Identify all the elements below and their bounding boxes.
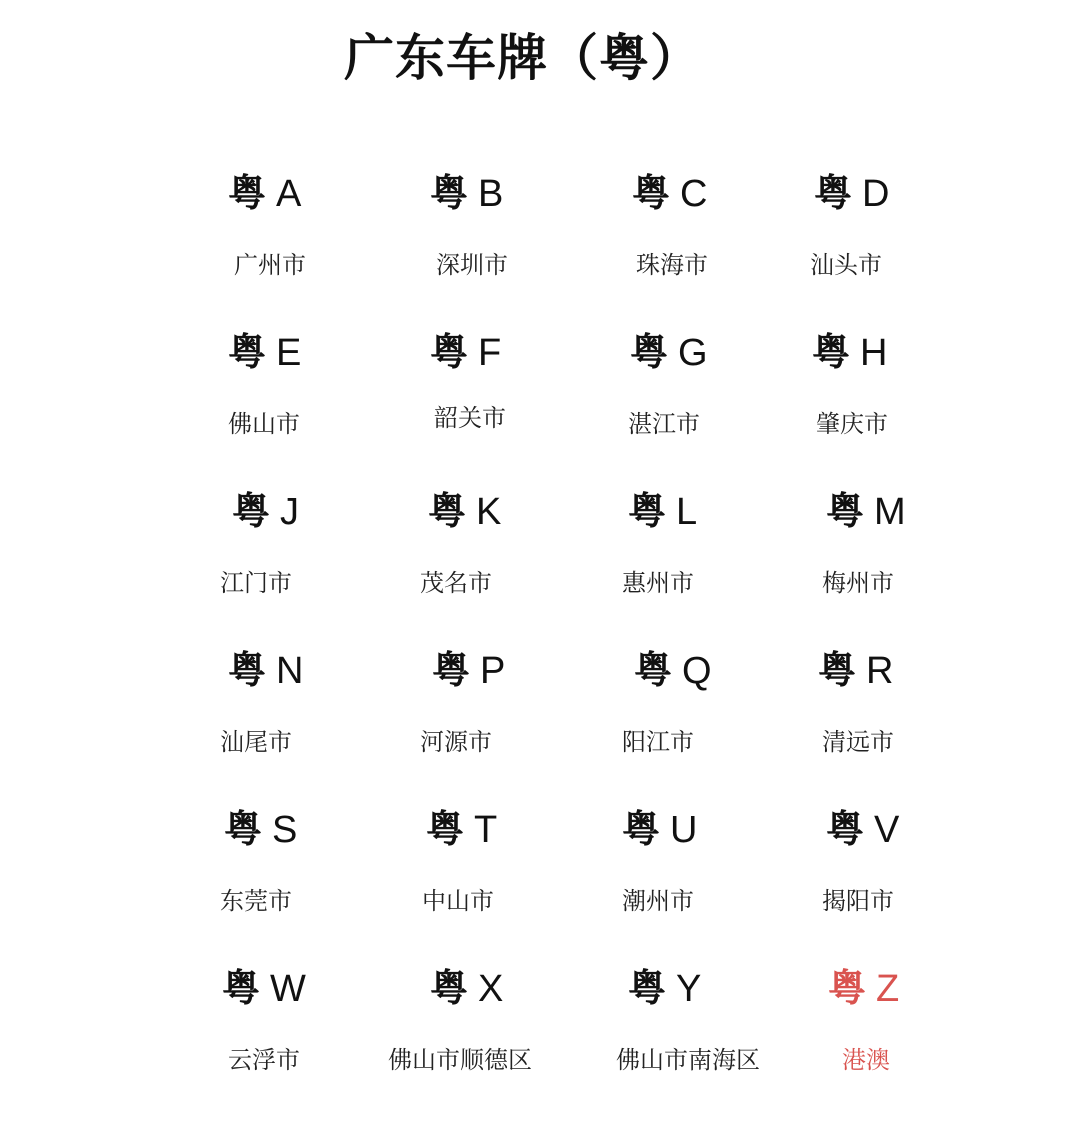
plate-entry <box>222 965 442 1115</box>
plate-letter: Q <box>682 650 712 692</box>
plate-code <box>628 488 697 535</box>
plate-city: 梅州市 <box>822 569 894 597</box>
plate-prefix: 粤 <box>430 330 469 374</box>
plate-letter: S <box>272 809 298 851</box>
plate-entry <box>822 488 1046 638</box>
plate-entry <box>420 488 648 638</box>
plate-city: 湛江市 <box>628 410 700 438</box>
plate-prefix: 粤 <box>430 966 469 1010</box>
plate-city: 佛山市 <box>228 410 300 438</box>
plate-code <box>430 965 503 1012</box>
plate-code <box>228 647 303 694</box>
plate-city: 汕头市 <box>810 251 882 279</box>
plate-prefix: 粤 <box>432 648 471 692</box>
plate-city: 潮州市 <box>622 887 694 915</box>
plate-letter: Y <box>676 968 702 1010</box>
plate-city: 揭阳市 <box>822 887 894 915</box>
plate-city: 广州市 <box>234 251 306 279</box>
plate-city: 中山市 <box>422 887 494 915</box>
plate-letter: F <box>478 332 502 374</box>
plate-city: 珠海市 <box>636 251 708 279</box>
plate-prefix: 粤 <box>632 171 671 215</box>
plate-letter: B <box>478 173 504 215</box>
plate-entry <box>622 806 842 956</box>
plate-letter: J <box>280 491 300 533</box>
plate-city: 深圳市 <box>436 251 508 279</box>
plate-entry <box>422 806 646 956</box>
plate-city: 佛山市顺德区 <box>388 1046 532 1074</box>
plate-letter: C <box>680 173 708 215</box>
plate-code <box>622 806 697 853</box>
plate-prefix: 粤 <box>224 807 263 851</box>
plate-prefix: 粤 <box>232 489 271 533</box>
plate-code <box>430 329 501 376</box>
plate-prefix: 粤 <box>222 966 261 1010</box>
plate-letter: U <box>670 809 698 851</box>
plate-entry <box>420 647 652 797</box>
plate-city: 佛山市南海区 <box>616 1046 760 1074</box>
plate-letter: E <box>276 332 302 374</box>
plate-prefix: 粤 <box>426 807 465 851</box>
plate-city: 韶关市 <box>434 404 506 432</box>
plate-letter: K <box>476 491 502 533</box>
plate-entry-highlighted <box>828 965 1048 1115</box>
plate-code <box>228 170 301 217</box>
plate-entry <box>812 170 1032 320</box>
plate-city: 河源市 <box>420 728 492 756</box>
plate-letter: T <box>474 809 498 851</box>
plate-code <box>818 647 893 694</box>
plate-prefix: 粤 <box>818 648 857 692</box>
plate-letter: D <box>862 173 890 215</box>
plate-city: 汕尾市 <box>220 728 292 756</box>
plate-prefix: 粤 <box>634 648 673 692</box>
plate-prefix: 粤 <box>622 807 661 851</box>
plate-city: 清远市 <box>822 728 894 756</box>
plate-code <box>430 170 503 217</box>
plate-code <box>812 329 887 376</box>
plate-entry <box>220 488 452 638</box>
plate-entry <box>220 647 448 797</box>
plate-entry <box>822 806 1046 956</box>
plate-code <box>634 647 712 694</box>
plate-prefix: 粤 <box>828 966 867 1010</box>
plate-city: 茂名市 <box>420 569 492 597</box>
plate-code <box>826 806 899 853</box>
plate-letter: X <box>478 968 504 1010</box>
plate-prefix: 粤 <box>826 807 865 851</box>
plate-code <box>630 329 708 376</box>
plate-letter: W <box>270 968 306 1010</box>
plate-letter: H <box>860 332 888 374</box>
plate-letter: G <box>678 332 708 374</box>
plate-letter: Z <box>876 968 900 1010</box>
plate-code <box>814 170 889 217</box>
page-title: 广东车牌（粤） <box>344 29 701 87</box>
plate-prefix: 粤 <box>228 330 267 374</box>
plate-letter: M <box>874 491 906 533</box>
plate-prefix: 粤 <box>628 489 667 533</box>
plate-letter: A <box>276 173 302 215</box>
plate-code <box>222 965 306 1012</box>
plate-city: 云浮市 <box>228 1046 300 1074</box>
plate-prefix: 粤 <box>814 171 853 215</box>
plate-prefix: 粤 <box>428 489 467 533</box>
plate-code <box>426 806 497 853</box>
plate-code <box>228 329 301 376</box>
plate-code <box>232 488 299 535</box>
plate-letter: L <box>676 491 698 533</box>
plate-letter: P <box>480 650 506 692</box>
plate-entry <box>388 965 650 1115</box>
plate-city: 阳江市 <box>622 728 694 756</box>
plate-entry <box>428 329 648 479</box>
plate-prefix: 粤 <box>812 330 851 374</box>
plate-city: 惠州市 <box>622 569 694 597</box>
plate-prefix: 粤 <box>228 171 267 215</box>
plate-code <box>826 488 906 535</box>
plate-entry <box>616 965 848 1115</box>
plate-prefix: 粤 <box>630 330 669 374</box>
plate-letter: N <box>276 650 304 692</box>
plate-entry <box>220 806 444 956</box>
plate-code <box>428 488 501 535</box>
plate-entry <box>812 329 1032 479</box>
plate-entry <box>818 647 1038 797</box>
plate-code <box>224 806 297 853</box>
plate-prefix: 粤 <box>628 966 667 1010</box>
plate-prefix: 粤 <box>228 648 267 692</box>
plate-code <box>432 647 505 694</box>
plate-city: 肇庆市 <box>816 410 888 438</box>
plate-prefix: 粤 <box>826 489 865 533</box>
plate-entry <box>228 170 448 320</box>
plate-entry <box>622 488 848 638</box>
plate-letter: V <box>874 809 900 851</box>
plate-city: 江门市 <box>220 569 292 597</box>
plate-entry <box>228 329 448 479</box>
plate-letter: R <box>866 650 894 692</box>
plate-city: 东莞市 <box>220 887 292 915</box>
plate-code <box>828 965 899 1012</box>
plate-city: 港澳 <box>842 1046 890 1074</box>
plate-code <box>628 965 701 1012</box>
plate-entry <box>428 170 648 320</box>
plate-prefix: 粤 <box>430 171 469 215</box>
plate-code <box>632 170 707 217</box>
